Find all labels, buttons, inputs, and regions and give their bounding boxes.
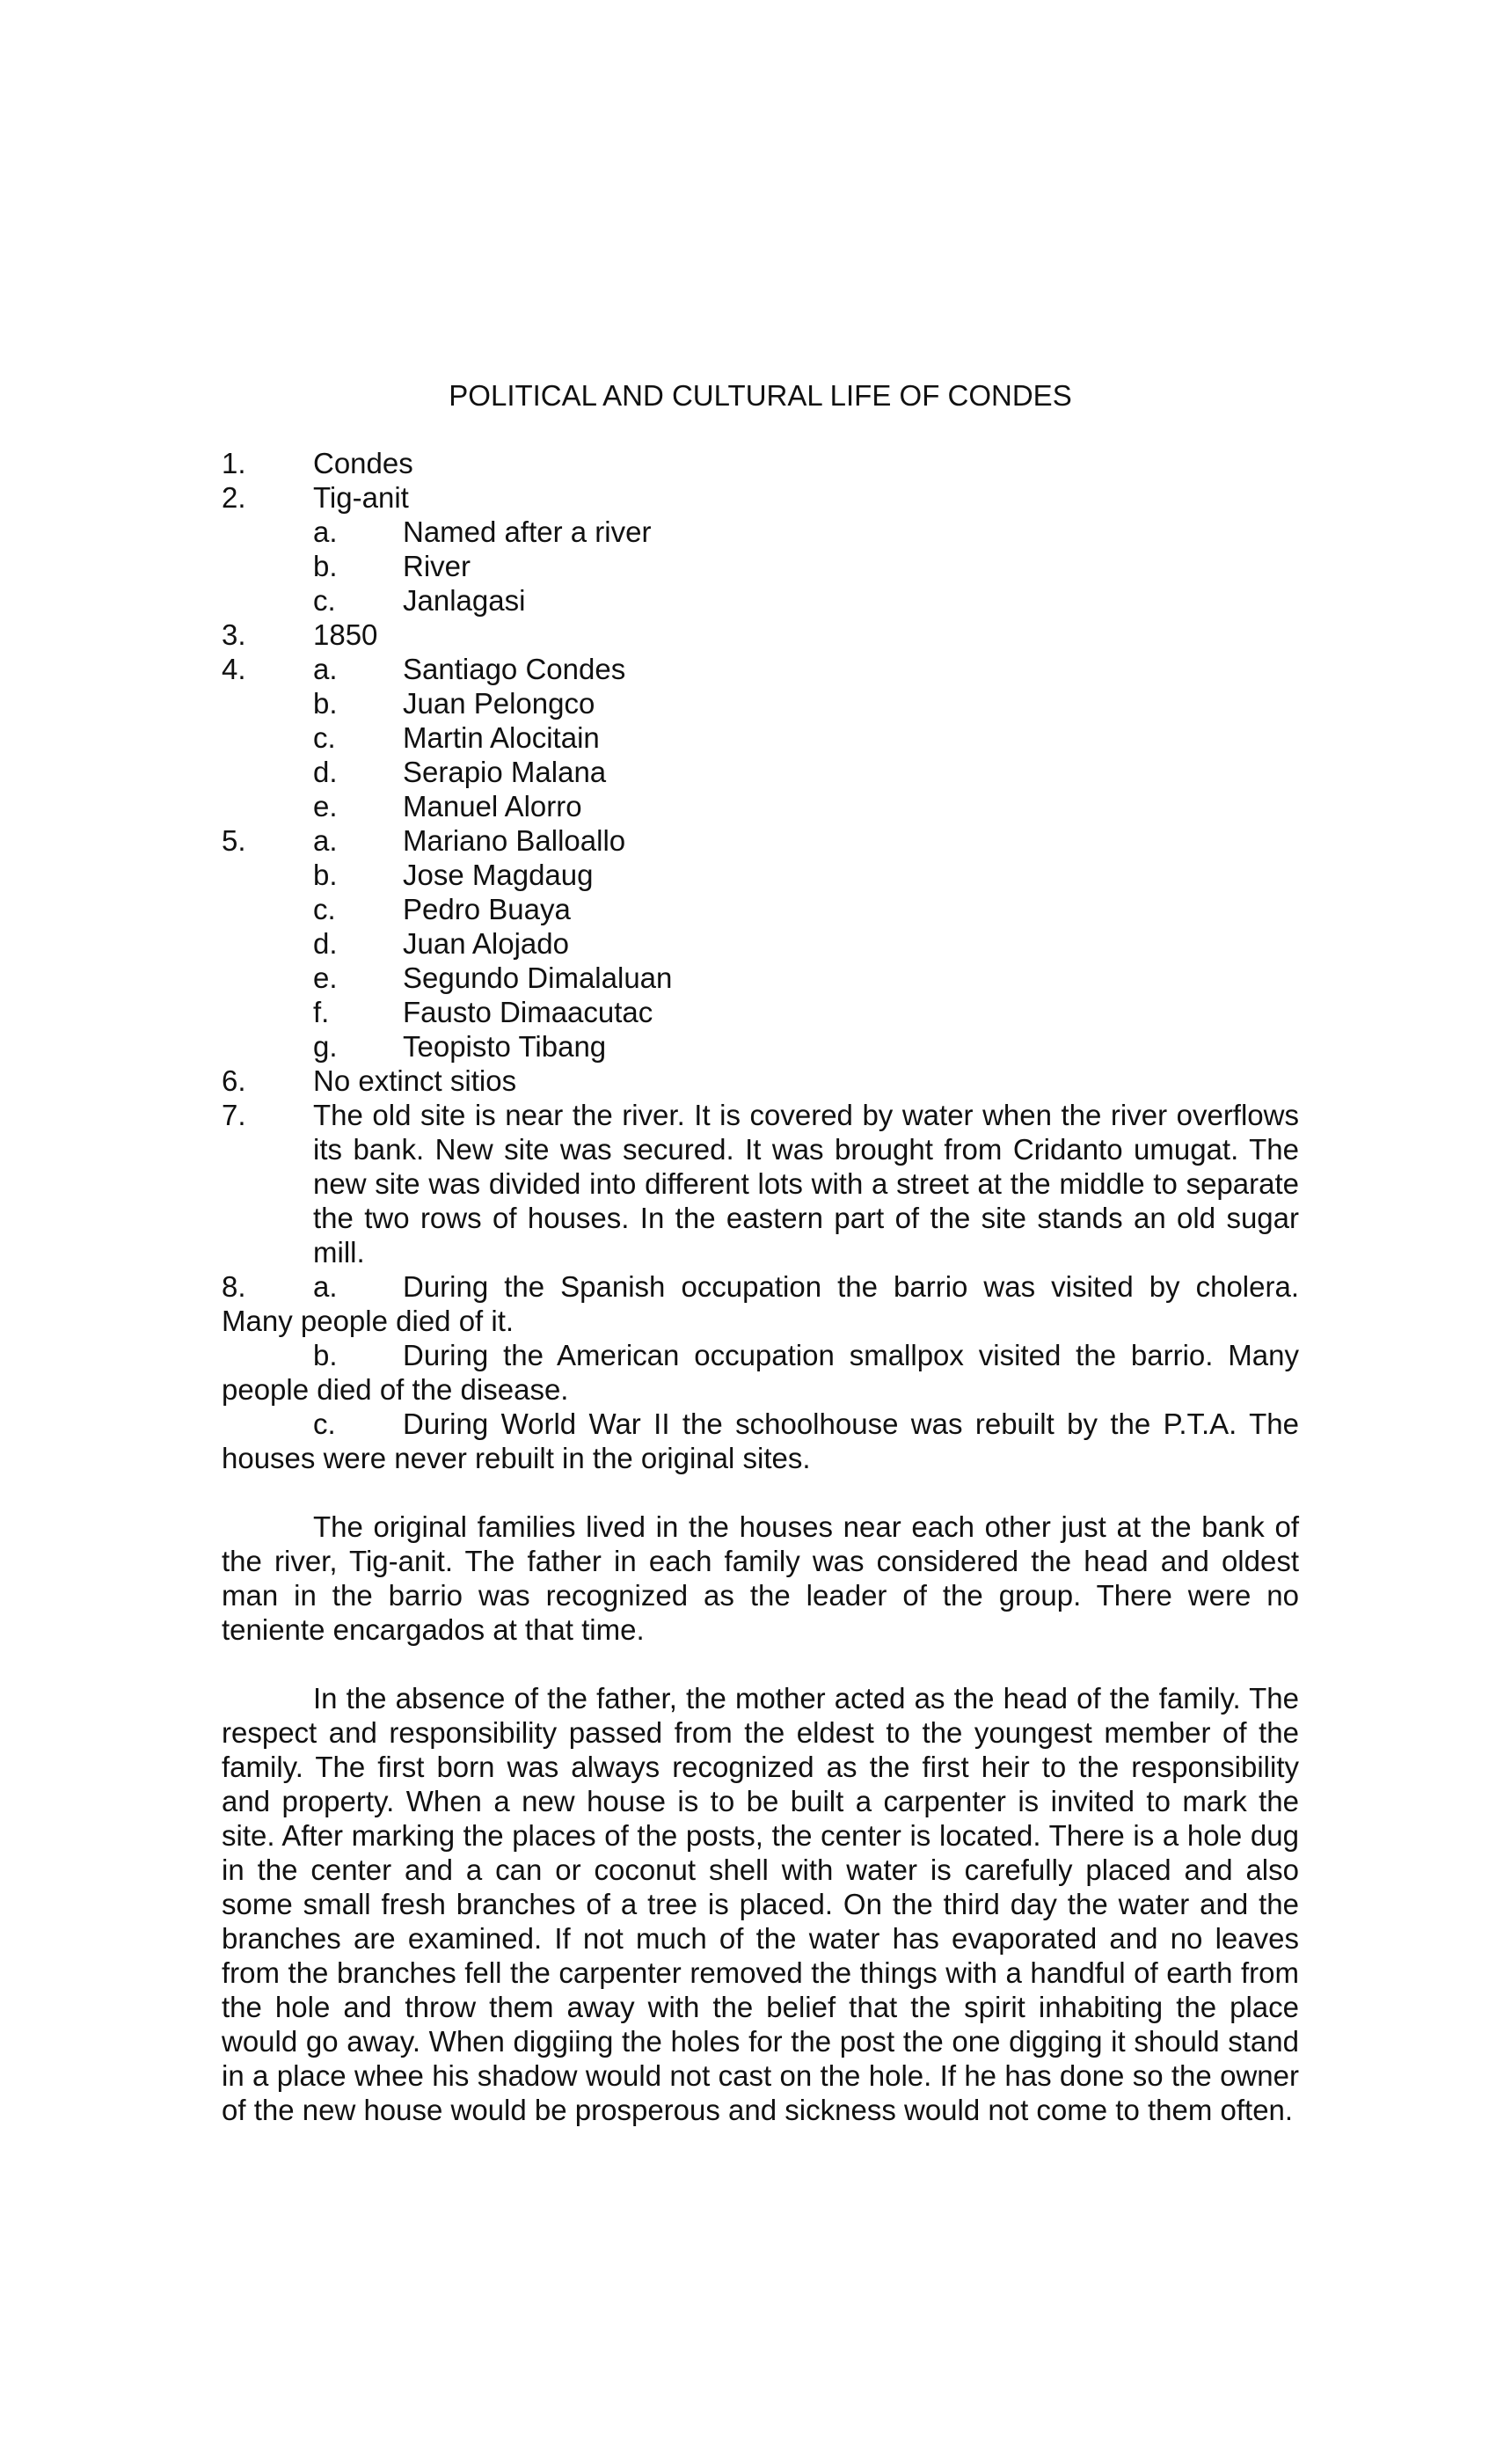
body-paragraph: The original families lived in the houses near each other just at the bank of the river, Tig-anit. The father in each family was considered the head and oldest man in the barrio was recognized as the leader of the group. There were no teniente encargados at that time. (222, 1510, 1299, 1646)
sub-text: Named after a river (403, 515, 652, 548)
sub-item (222, 1029, 1299, 1064)
sub-item (222, 892, 1299, 926)
list-number: 1. (222, 447, 246, 479)
list-number: 8. (222, 1270, 246, 1303)
sub-text: During the Spanish occupation the barrio was visited by cholera. Many people died of it. (222, 1270, 1299, 1337)
sub-item (222, 549, 1299, 583)
sub-text: Santiago Condes (403, 653, 626, 685)
sub-letter: a. (313, 1270, 338, 1303)
list-item-7 (222, 1098, 1299, 1269)
list-text: Condes (313, 447, 413, 479)
sub-letter: f. (313, 996, 330, 1028)
list-item-1 (222, 446, 1299, 480)
sub-text: Mariano Balloallo (403, 824, 626, 857)
list-text: No extinct sitios (313, 1064, 517, 1097)
sub-letter: b. (313, 550, 338, 582)
sub-letter: a. (313, 653, 338, 685)
sub-letter: c. (313, 721, 336, 754)
list-item-8b (222, 1338, 1299, 1407)
sub-letter: a. (313, 824, 338, 857)
sub-text: During World War II the schoolhouse was rebuilt by the P.T.A. The houses were never rebuilt in the original sites. (222, 1407, 1299, 1474)
list-number: 4. (222, 653, 246, 685)
list-text: 1850 (313, 618, 378, 651)
sub-text: Juan Pelongco (403, 687, 595, 720)
sub-letter: e. (313, 790, 338, 823)
list-number: 6. (222, 1064, 246, 1097)
sub-text: River (403, 550, 471, 582)
list-item-4 (222, 652, 1299, 686)
sub-letter: d. (313, 927, 338, 960)
sub-item (222, 789, 1299, 823)
sub-letter: d. (313, 756, 338, 788)
list-number: 2. (222, 481, 246, 514)
list-item-2 (222, 480, 1299, 515)
list-item-3 (222, 618, 1299, 652)
list-number: 5. (222, 824, 246, 857)
document-title: POLITICAL AND CULTURAL LIFE OF CONDES (449, 379, 1072, 412)
sub-letter: a. (313, 515, 338, 548)
list-number: 3. (222, 618, 246, 651)
sub-letter: c. (313, 1407, 336, 1440)
sub-letter: b. (313, 687, 338, 720)
sub-item (222, 961, 1299, 995)
body-paragraph: In the absence of the father, the mother acted as the head of the family. The respect and responsibility passed from the eldest to the youngest member of the family. The first born was always recognized as the first heir to the responsibility and property. When a new house is to be built a carpenter is invited to mark the site. After marking the places of the posts, the center is located. There is a hole dug in the center and a can or coconut shell with water is carefully placed and also some small fresh branches of a tree is placed. On the third day the water and the branches are examined. If not much of the water has evaporated and no leaves from the branches fell the carpenter removed the things with a handful of earth from the hole and throw them away with the belief that the spirit inhabiting the place would go away. When diggiing the holes for the post the one digging it should stand in a place whee his shadow would not cast on the hole. If he has done so the owner of the new house would be prosperous and sickness would not come to them often. (222, 1682, 1299, 2126)
sub-text: Segundo Dimalaluan (403, 961, 673, 994)
document-page (222, 378, 1299, 2127)
list-item-8a (222, 1269, 1299, 1338)
list-item-5 (222, 823, 1299, 858)
sub-letter: c. (313, 893, 336, 925)
sub-item (222, 583, 1299, 618)
sub-text: Martin Alocitain (403, 721, 600, 754)
sub-text: Manuel Alorro (403, 790, 582, 823)
list-text: The old site is near the river. It is covered by water when the river overflows its bank. New site was secured. It was brought from Cridanto umugat. The new site was divided into different lots with a street at the middle to separate the two rows of houses. In the eastern part of the site stands an old sugar mill. (313, 1099, 1299, 1269)
sub-text: During the American occupation smallpox visited the barrio. Many people died of the disease. (222, 1339, 1299, 1406)
list-text: Tig-anit (313, 481, 409, 514)
sub-text: Serapio Malana (403, 756, 607, 788)
sub-letter: b. (313, 1339, 338, 1371)
sub-item (222, 720, 1299, 755)
sub-text: Juan Alojado (403, 927, 569, 960)
sub-text: Janlagasi (403, 584, 526, 617)
sub-letter: e. (313, 961, 338, 994)
sub-text: Jose Magdaug (403, 859, 594, 891)
sub-item (222, 686, 1299, 720)
sub-text: Pedro Buaya (403, 893, 571, 925)
sub-text: Teopisto Tibang (403, 1030, 607, 1063)
list-item-6 (222, 1064, 1299, 1098)
sub-letter: c. (313, 584, 336, 617)
sub-letter: b. (313, 859, 338, 891)
sub-item (222, 755, 1299, 789)
sub-letter: g. (313, 1030, 338, 1063)
sub-item (222, 995, 1299, 1029)
list-item-8c (222, 1407, 1299, 1475)
sub-item (222, 858, 1299, 892)
sub-text: Fausto Dimaacutac (403, 996, 653, 1028)
sub-item (222, 515, 1299, 549)
list-number: 7. (222, 1099, 246, 1131)
sub-item (222, 926, 1299, 961)
